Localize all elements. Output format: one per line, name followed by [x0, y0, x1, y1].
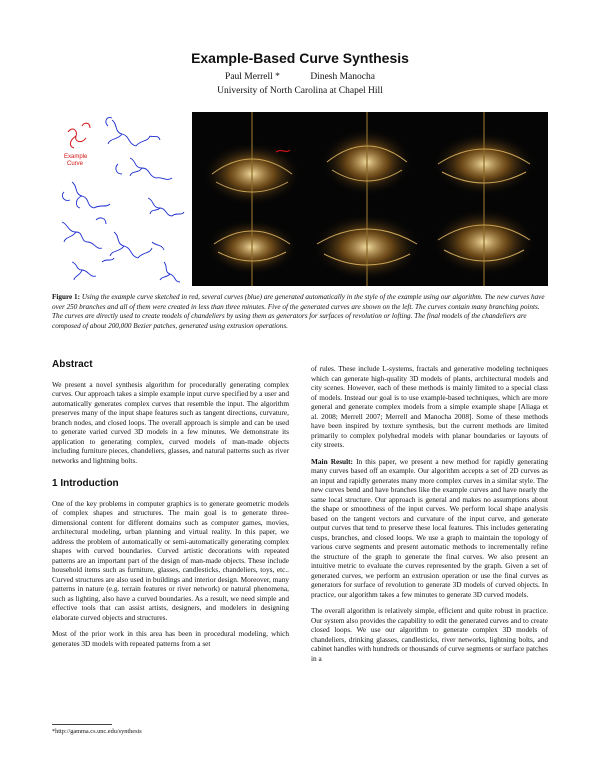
run-in-heading: Main Result: [311, 456, 353, 466]
example-curve [68, 123, 90, 148]
footnote: *http://gamma.cs.unc.edu/synthesis [52, 728, 142, 735]
section-heading: 1 Introduction [52, 478, 119, 489]
caption-text: Using the example curve sketched in red, several curves (blue) are generated automatically in the style of the example using our algorithm. The new curves have over 250 branches and all of them were created in less than three minutes. Five of the generated curves are shown on the left. The curves contain many branching points. The curves are directly used to create models of chandeliers by using them as generators for surfaces of revolution or lofting. The final models of the chandeliers are composed of about 200,000 Bezier patches, generated using extrusion operations. [52, 293, 545, 330]
paragraph-body: In this paper, we present a new method for rapidly generating many curves based off an example. Our algorithm accepts a set of 2D curves as an input and rapidly generates many more complex curves in a similar style. The new curves bend and have branches like the example curves and have nearly the same local structure. Our approach is general and makes no assumptions about the shape or smoothness of the input curves. We perform local shape analysis based on the tangent vectors and curvature of the input curve, and generate output curves that tend to preserve these local features. This includes generating cusps, branches, and closed loops. We use a graph to maintain the topology of various curve segments and present automatic methods to incrementally refine the structure of the graph to generate the final curves. We also present an intuitive metric to evaluate the curves represented by the graph. Given a set of generated curves, we perform an extrusion operation or use the final curves as generators for surface of revolution to generate 3D models of curved objects. In practice, our algorithm takes a few minutes to generate 3D curved models. [311, 456, 548, 599]
author-list [0, 72, 600, 82]
abstract-heading: Abstract [52, 359, 93, 370]
paper-title: Example-Based Curve Synthesis [191, 50, 409, 66]
affiliation: University of North Carolina at Chapel Hill [217, 86, 383, 96]
author-name: Dinesh Manocha [310, 72, 375, 82]
figure-curves-panel [52, 112, 192, 286]
paragraph [311, 457, 548, 600]
chandelier-image [192, 112, 548, 286]
right-column [311, 364, 548, 670]
paragraph: of rules. These include L-systems, fractals and generative modeling techniques which can generate high-quality 3D models of plants, architectural models and city scenes. However, each of these methods is mainly limited to a special class of models. Instead our goal is to use example-based techniques, which are more general and generate complex models from a simple example shape [Aliaga et al. 2008; Merrell 2007; Merrell and Manocha 2008]. Some of these methods have been inspired by texture synthesis, but the current methods are limited primarily to complex polyhedral models with planar boundaries or layouts of city streets. [311, 364, 548, 449]
abstract-text: We present a novel synthesis algorithm for procedurally generating complex curves. Our approach takes a simple example input curve specified by a user and automatically generates complex curves that resemble the input. The algorithm preserves many of the input shape features such as tangent directions, curvature, branch nodes, and closed loops. The overall approach is simple and can be used to generate varied curved 3D models in a few minutes. We demonstrate its application to generating complex, curved models of man-made objects including furniture pieces, chandeliers, glasses, and natural patterns such as river networks and lightning bolts. [52, 379, 289, 465]
caption-label: Figure 1: [52, 293, 81, 301]
example-label: Curve [67, 161, 84, 167]
curves-illustration [52, 112, 192, 286]
author-name: Paul Merrell * [225, 72, 280, 82]
left-column [52, 360, 289, 655]
footnote-rule [52, 724, 112, 725]
figure-caption [52, 293, 548, 331]
paragraph: The overall algorithm is relatively simple, efficient and quite robust in practice. Our system also provides the capability to edit the generated curves and to create closed loops. We use our algorithm to generate complex 3D models of chandeliers, drinking glasses, candlesticks, river networks, lightning bolts, and cabinet handles with hundreds or thousands of curve segments or surface patches in a [311, 606, 548, 663]
paragraph: Most of the prior work in this area has been in procedural modeling, which generates 3D models with repeated patterns from a set [52, 629, 289, 648]
paragraph: One of the key problems in computer graphics is to generate geometric models of complex shapes and structures. The main goal is to generate three-dimensional content for different domains such as computer games, movies, architectural modeling, urban planning and virtual reality. In this paper, we address the problem of automatically or semi-automatically generating complex shapes with curved boundaries. Curved artistic decorations with repeated patterns are an important part of the design of man-made objects. These include household items such as furniture, glasses, candlesticks, chandeliers, toys, etc.. Curved structures are also used in buildings and interior design. Moreover, many patterns in nature (e.g. terrain features or river network) or natural phenomena, such as lighting, also have a curved boundaries. As a result, we need simple and effective tools that can assist artists, designers, and modelers in designing elaborate curved objects and structures. [52, 498, 289, 622]
generated-curves [62, 118, 184, 282]
example-label: Example [64, 154, 88, 160]
figure-chandelier-renders [192, 112, 548, 286]
